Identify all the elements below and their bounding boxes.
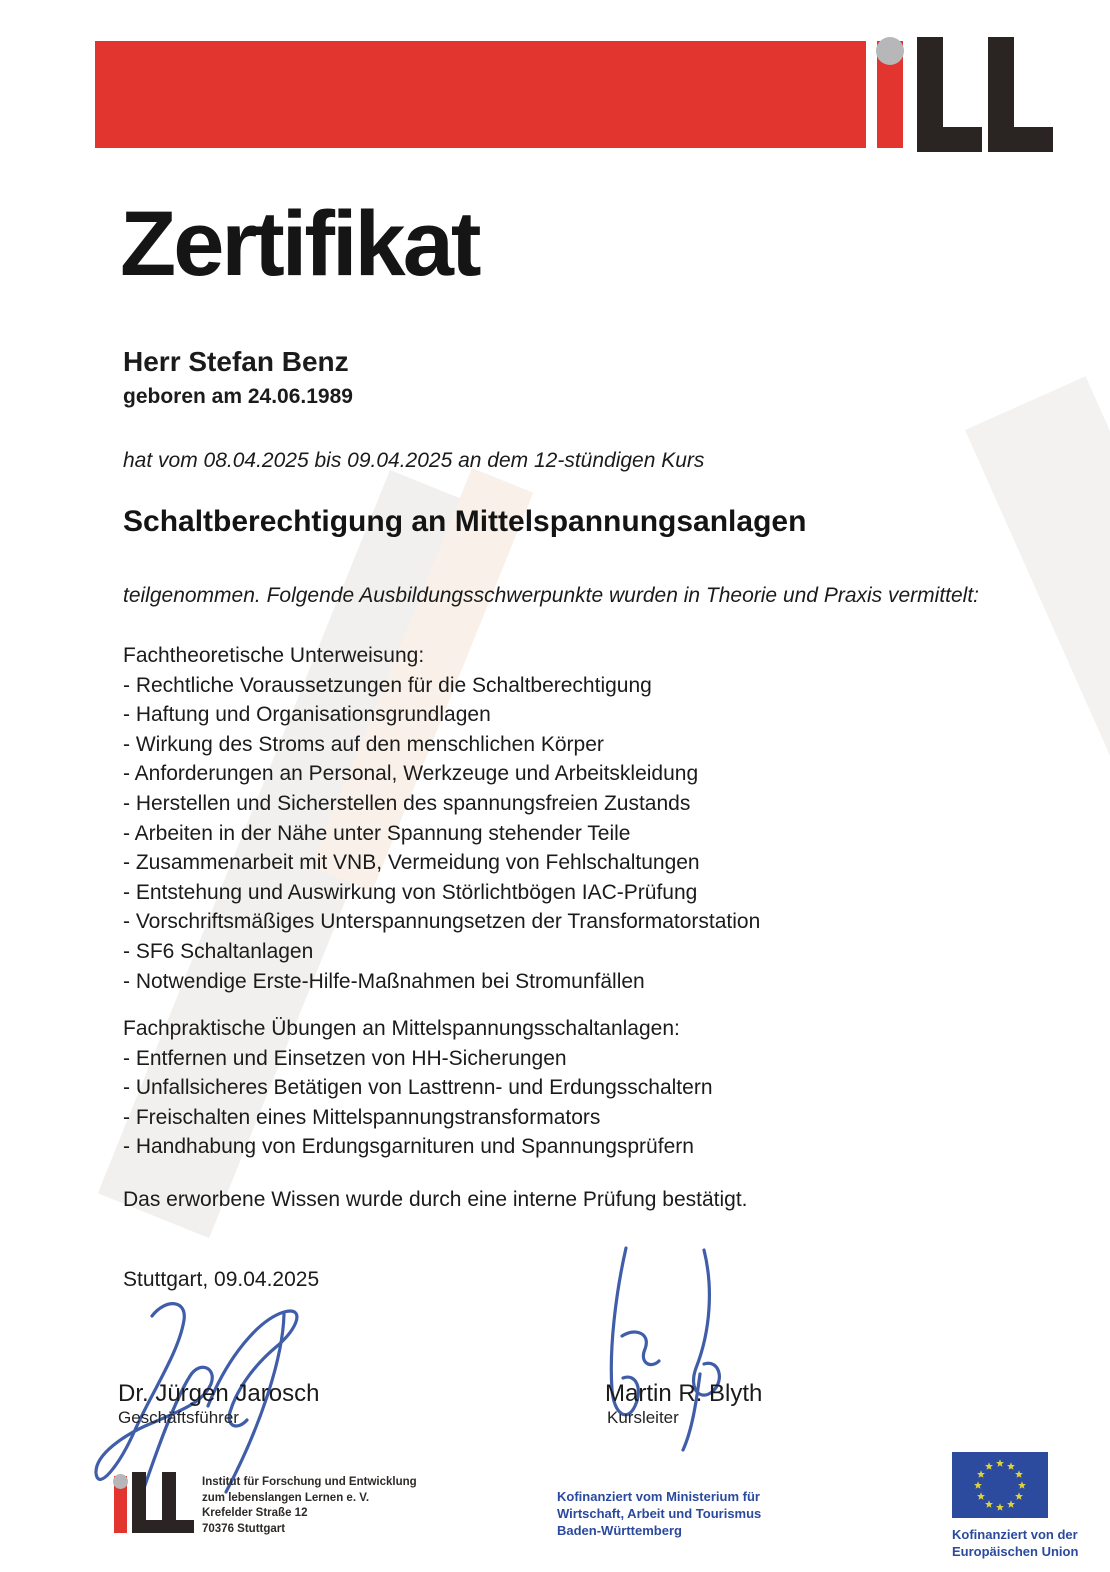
eu-funding-note	[952, 1526, 1078, 1560]
recipient-name: Herr Stefan Benz	[123, 346, 349, 377]
signatory-role: Kursleiter	[607, 1408, 679, 1427]
list-item: - Rechtliche Voraussetzungen für die Schaltberechtigung	[123, 673, 652, 697]
ministry-line: Wirtschaft, Arbeit und Tourismus	[557, 1506, 762, 1521]
list-item: - Notwendige Erste-Hilfe-Maßnahmen bei Stromunfällen	[123, 969, 645, 993]
brand-i-dot-icon	[876, 37, 904, 65]
place-and-date: Stuttgart, 09.04.2025	[123, 1268, 320, 1291]
theory-heading: Fachtheoretische Unterweisung:	[123, 644, 425, 667]
list-item: - Vorschriftsmäßiges Unterspannungsetzen der Transformatorstation	[123, 910, 761, 934]
list-item: - Zusammenarbeit mit VNB, Vermeidung von Fehlschaltungen	[123, 851, 700, 875]
course-intro-line: hat vom 08.04.2025 bis 09.04.2025 an dem 12-stündigen Kurs	[123, 449, 705, 472]
brand-red-banner	[95, 41, 866, 148]
course-outro-line: teilgenommen. Folgende Ausbildungsschwerpunkte wurden in Theorie und Praxis vermittelt:	[123, 584, 980, 607]
footer-L1-foot	[132, 1520, 164, 1533]
list-item: - Wirkung des Stroms auf den menschlichen Körper	[123, 732, 604, 756]
practice-heading: Fachpraktische Übungen an Mittelspannungsschaltanlagen:	[123, 1017, 680, 1040]
footer-L2-foot	[162, 1520, 194, 1533]
recipient-birthdate: geboren am 24.06.1989	[123, 385, 353, 408]
institute-line: Institut für Forschung und Entwicklung	[202, 1476, 417, 1488]
eu-line: Europäischen Union	[952, 1544, 1079, 1559]
page-title: Zertifikat	[120, 193, 479, 295]
signatory-name: Dr. Jürgen Jarosch	[118, 1380, 320, 1407]
course-title: Schaltberechtigung an Mittelspannungsanlagen	[123, 505, 807, 538]
list-item: - Freischalten eines Mittelspannungstransformators	[123, 1105, 601, 1129]
list-item: - SF6 Schaltanlagen	[123, 939, 314, 963]
institute-address	[202, 1475, 417, 1537]
list-item: - Handhabung von Erdungsgarnituren und Spannungsprüfern	[123, 1135, 694, 1159]
institute-line: 70376 Stuttgart	[202, 1522, 286, 1535]
list-item: - Entfernen und Einsetzen von HH-Sicherungen	[123, 1046, 567, 1070]
ministry-line: Baden-Württemberg	[557, 1523, 682, 1538]
institute-line: Krefelder Straße 12	[202, 1507, 308, 1519]
list-item: - Arbeiten in der Nähe unter Spannung stehender Teile	[123, 821, 631, 845]
footer-i-dot-icon	[113, 1474, 128, 1489]
ministry-line: Kofinanziert vom Ministerium für	[557, 1489, 760, 1504]
ministry-funding-note	[557, 1488, 761, 1539]
eu-line: Kofinanziert von der	[952, 1527, 1078, 1542]
signatory-name: Martin R. Blyth	[605, 1380, 763, 1407]
watermark-check-right-arm	[965, 376, 1110, 1206]
signatory-role: Geschäftsführer	[118, 1408, 239, 1427]
list-item: - Unfallsicheres Betätigen von Lasttrenn- und Erdungsschaltern	[123, 1076, 713, 1100]
list-item: - Anforderungen an Personal, Werkzeuge und Arbeitskleidung	[123, 762, 699, 786]
practice-section	[123, 1014, 713, 1162]
list-item: - Haftung und Organisationsgrundlagen	[123, 703, 491, 727]
institute-line: zum lebenslangen Lernen e. V.	[202, 1491, 370, 1504]
brand-letter-L2-foot	[988, 127, 1053, 152]
list-item: - Herstellen und Sicherstellen des spannungsfreien Zustands	[123, 791, 691, 815]
confirmation-line: Das erworbene Wissen wurde durch eine interne Prüfung bestätigt.	[123, 1188, 748, 1211]
theory-section	[123, 641, 760, 996]
list-item: - Entstehung und Auswirkung von Störlichtbögen IAC-Prüfung	[123, 880, 698, 904]
brand-letter-L1-foot	[917, 127, 982, 152]
eu-flag-icon	[952, 1452, 1048, 1518]
